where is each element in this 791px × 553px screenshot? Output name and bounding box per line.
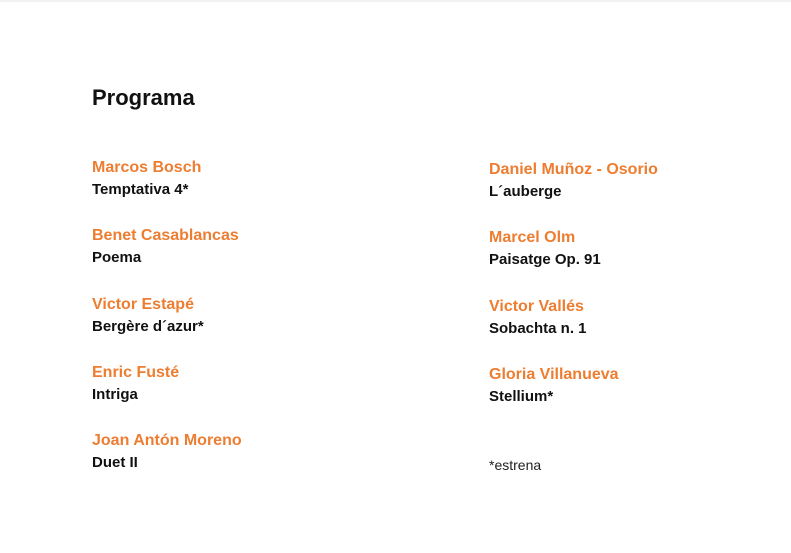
composer-name: Victor Vallés [489, 297, 584, 315]
work-title: Bergère d´azur* [92, 317, 204, 335]
program-entry [92, 157, 392, 225]
composer-name: Victor Estapé [92, 295, 194, 313]
composer-name: Benet Casablancas [92, 227, 239, 245]
composer-name: Marcel Olm [489, 229, 576, 247]
premiere-footnote: *estrena [489, 457, 542, 473]
program-entry [92, 294, 392, 362]
work-title: L´auberge [489, 183, 562, 200]
work-title: Stellium* [489, 387, 554, 405]
program-column-right [489, 159, 789, 432]
program-entry [489, 159, 789, 227]
program-entry [489, 364, 789, 432]
program-entry [489, 227, 789, 295]
work-title: Temptativa 4* [92, 181, 189, 198]
program-column-left [92, 157, 392, 498]
work-title: Poema [92, 249, 142, 267]
program-entry [92, 225, 392, 293]
work-title: Intriga [92, 385, 138, 403]
program-entry [489, 296, 789, 364]
work-title: Duet II [92, 454, 138, 472]
work-title: Paisatge Op. 91 [489, 251, 601, 269]
composer-name: Joan Antón Moreno [92, 432, 242, 450]
composer-name: Marcos Bosch [92, 159, 202, 176]
program-entry [92, 362, 392, 430]
composer-name: Enric Fusté [92, 363, 180, 381]
work-title: Sobachta n. 1 [489, 319, 587, 337]
page-title: Programa [92, 85, 195, 110]
composer-name: Daniel Muñoz - Osorio [489, 161, 658, 178]
top-divider [0, 0, 791, 2]
program-entry [92, 430, 392, 498]
composer-name: Gloria Villanueva [489, 365, 619, 383]
